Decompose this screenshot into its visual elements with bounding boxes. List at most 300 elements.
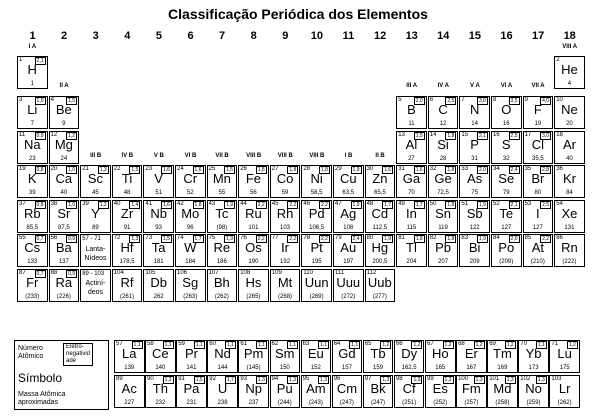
element-cell-re: [207, 234, 238, 267]
element-symbol: Ce: [152, 346, 169, 361]
electronegativity: 3,5: [510, 98, 518, 104]
atomic-number: 77: [271, 235, 279, 241]
atomic-number: 64: [333, 341, 341, 347]
atomic-mass: 195: [311, 259, 322, 265]
group-subtitle: VII A: [531, 83, 545, 89]
element-symbol: Al: [405, 136, 418, 152]
element-symbol: Pm: [243, 346, 264, 361]
atomic-mass: 192: [280, 259, 291, 265]
electronegativity: 1,9: [352, 201, 360, 208]
element-symbol: Zn: [372, 171, 388, 186]
electronegativity: 1,5: [162, 236, 170, 242]
atomic-number: 96: [333, 376, 341, 382]
element-cell-bk: [363, 375, 394, 408]
group-number: 9: [282, 30, 289, 42]
atomic-mass: 91: [123, 224, 131, 231]
element-symbol: Tm: [493, 346, 512, 361]
element-cell-uub: [365, 269, 396, 302]
element-symbol: Pt: [310, 240, 323, 255]
atomic-mass: 40: [60, 190, 68, 196]
atomic-mass: 207: [438, 259, 449, 265]
element-symbol: Uub: [367, 274, 392, 290]
atomic-mass: 115: [406, 224, 417, 231]
element-cell-al: [396, 131, 427, 164]
element-cell-kr: [554, 165, 585, 198]
atomic-mass: (272): [341, 293, 356, 300]
element-symbol: Cd: [371, 205, 389, 221]
element-symbol: Ac: [121, 381, 137, 396]
element-cell-i: [523, 200, 554, 233]
element-symbol: Cf: [402, 381, 416, 396]
atomic-mass: 103: [280, 224, 291, 231]
electronegativity: 1,2: [475, 342, 483, 348]
electronegativity: 2,1: [478, 132, 486, 139]
atomic-mass: 165: [435, 365, 446, 371]
electronegativity: 1,8: [194, 201, 202, 208]
element-symbol: Pr: [184, 346, 198, 361]
electronegativity: 2,4: [510, 167, 518, 173]
atomic-number: 73: [145, 235, 153, 241]
atomic-mass: 127: [501, 224, 512, 231]
atomic-mass: 65,5: [374, 190, 386, 196]
group-subtitle: I B: [344, 153, 353, 159]
electronegativity: 1,3: [320, 377, 328, 383]
group-subtitle: VIII B: [277, 153, 293, 159]
element-cell-pr: [176, 340, 207, 373]
element-cell-ho: [425, 340, 456, 373]
element-cell-mo: [175, 200, 206, 233]
atomic-mass: 58,5: [310, 190, 323, 196]
atomic-mass: 32: [502, 155, 510, 162]
element-cell-tm: [487, 340, 518, 373]
atomic-number: 59: [178, 341, 185, 347]
atomic-number: 78: [303, 235, 311, 241]
electronegativity: 1,6: [162, 167, 170, 173]
atomic-number: 6: [429, 97, 434, 103]
electronegativity: 1,2: [444, 342, 452, 348]
atomic-number: 16: [493, 131, 500, 138]
group-subtitle: IV B: [121, 153, 134, 159]
element-cell-n: [459, 96, 490, 129]
atomic-mass: 39: [28, 190, 36, 196]
atomic-number: 100: [458, 376, 469, 382]
atomic-mass: 175: [559, 365, 570, 371]
electronegativity: 1,3: [537, 377, 545, 383]
element-cell-p: [459, 131, 490, 164]
electronegativity: 1,6: [162, 201, 170, 208]
element-symbol: Ge: [434, 171, 452, 186]
element-cell-hg: [365, 234, 396, 267]
group-subtitle: VI B: [184, 153, 197, 159]
atomic-number: 110: [303, 269, 313, 276]
element-symbol: Db: [150, 274, 167, 290]
atomic-mass: 197: [343, 259, 354, 265]
group-number: 6: [187, 30, 194, 42]
group-subtitle: VII B: [215, 153, 229, 159]
atomic-number: 97: [364, 376, 372, 382]
electronegativity: 2,2: [289, 236, 297, 242]
element-symbol: Y: [91, 205, 100, 221]
electronegativity: 1,0: [36, 98, 44, 104]
element-cell-es: [425, 375, 456, 408]
element-symbol: Cl: [531, 136, 544, 152]
element-cell-sr: [49, 200, 80, 233]
element-symbol: O: [501, 102, 512, 117]
atomic-mass: (145): [246, 365, 261, 371]
atomic-number: 26: [240, 166, 247, 172]
atomic-mass: 137: [58, 259, 69, 265]
atomic-number: 32: [429, 166, 437, 172]
element-cell-dy: [394, 340, 425, 373]
element-symbol: C: [438, 102, 448, 117]
element-cell-li: [17, 96, 48, 129]
atomic-mass: (244): [277, 400, 292, 406]
group-number: 16: [500, 30, 513, 42]
electronegativity: 3,0: [478, 98, 486, 104]
electronegativity: 2,5: [542, 201, 550, 208]
element-cell-cl: [523, 131, 554, 164]
element-symbol: He: [561, 62, 578, 77]
element-cell-pb: [428, 234, 459, 267]
element-cell-ru: [238, 200, 269, 233]
element-symbol: Es: [432, 381, 448, 396]
element-cell-cs: [17, 234, 48, 267]
electronegativity: 1,2: [568, 342, 576, 348]
atomic-number: 103: [551, 376, 562, 382]
element-symbol: Li: [27, 102, 38, 117]
atomic-number: 46: [303, 200, 311, 207]
atomic-mass: 16: [502, 121, 510, 127]
atomic-mass: 12: [439, 121, 447, 127]
atomic-number: 89: [116, 376, 123, 382]
electronegativity: 1,5: [131, 167, 139, 173]
element-cell-na: [17, 131, 48, 164]
atomic-mass: (263): [183, 293, 198, 300]
atomic-mass: (247): [339, 400, 354, 406]
placeholder-label: Lanta- Nídeos: [84, 245, 107, 262]
element-cell-in: [396, 200, 427, 233]
atomic-number: 90: [147, 376, 154, 382]
atomic-number: 40: [113, 200, 121, 207]
atomic-mass: 11: [408, 121, 415, 127]
electronegativity: 1,0: [68, 201, 76, 208]
atomic-mass: (257): [464, 400, 479, 406]
atomic-number: 24: [177, 166, 184, 172]
element-cell-tl: [396, 234, 427, 267]
element-symbol: N: [469, 102, 480, 117]
group-subtitle: III A: [406, 83, 418, 89]
atomic-number: 13: [398, 131, 405, 138]
atomic-mass: 20: [566, 121, 573, 127]
atomic-number: 53: [524, 200, 532, 207]
atomic-number: 94: [271, 376, 279, 382]
element-symbol: W: [184, 240, 197, 255]
element-symbol: Am: [306, 381, 326, 396]
electronegativity: 2,1: [36, 58, 44, 64]
element-symbol: Lu: [557, 346, 572, 361]
group-number: 10: [310, 30, 324, 42]
element-cell-zr: [112, 200, 143, 233]
element-symbol: Cs: [24, 240, 41, 255]
element-symbol: Ra: [55, 274, 73, 290]
atomic-number: 95: [302, 376, 310, 382]
atomic-number: 87: [19, 269, 26, 276]
electronegativity: 1,9: [384, 236, 392, 242]
element-cell-si: [428, 131, 459, 164]
group-number: 4: [124, 30, 131, 42]
group-subtitle: VIII B: [309, 153, 325, 159]
element-symbol: In: [406, 205, 417, 221]
element-symbol: Np: [245, 381, 262, 396]
element-cell-zn: [365, 165, 396, 198]
electronegativity: 2,2: [289, 201, 297, 208]
electronegativity: 2,8: [542, 167, 550, 173]
atomic-mass: 169: [497, 365, 508, 371]
element-cell-cr: [175, 165, 206, 198]
atomic-mass: 31: [471, 155, 478, 162]
element-symbol: Ga: [402, 171, 421, 186]
element-symbol: Rh: [276, 205, 294, 221]
atomic-mass: 190: [248, 259, 259, 265]
atomic-mass: 4: [567, 81, 572, 87]
group-subtitle: VIII A: [562, 44, 578, 50]
element-symbol: Co: [276, 171, 294, 186]
element-symbol: Ni: [310, 171, 323, 186]
electronegativity: 2,5: [447, 98, 455, 104]
element-symbol: Mo: [181, 205, 200, 221]
atomic-number: 107: [208, 269, 219, 276]
atomic-mass: 52: [186, 190, 194, 196]
atomic-mass: 7: [30, 121, 34, 127]
element-symbol: Sg: [182, 274, 199, 290]
electronegativity: 2,0: [478, 167, 486, 173]
element-symbol: Au: [340, 240, 357, 255]
atomic-number: 112: [366, 269, 377, 276]
element-cell-ce: [145, 340, 176, 373]
atomic-mass: 80: [534, 190, 542, 196]
electronegativity: 1,2: [99, 201, 107, 208]
electronegativity: 1,5: [68, 98, 76, 104]
atomic-number: 93: [240, 376, 248, 382]
atomic-number: 48: [366, 200, 374, 207]
atomic-mass: 9: [62, 121, 66, 127]
atomic-mass: 181: [153, 259, 164, 265]
atomic-mass: 75: [471, 190, 478, 196]
group-subtitle: V B: [153, 153, 164, 159]
atomic-number: 3: [19, 97, 23, 103]
electronegativity: 1,3: [413, 377, 421, 383]
atomic-mass: 24: [60, 155, 68, 162]
atomic-number: 41: [145, 200, 153, 207]
atomic-mass: 227: [124, 400, 135, 406]
electronegativity: 1,1: [226, 342, 234, 348]
atomic-mass: (222): [562, 259, 577, 265]
atomic-mass: 59: [281, 190, 289, 196]
atomic-mass: (210): [530, 259, 545, 265]
atomic-number: 43: [208, 200, 216, 207]
electronegativity: 1,8: [320, 167, 328, 173]
element-cell-eu: [301, 340, 332, 373]
element-cell-rf: [112, 269, 143, 302]
element-symbol: Ar: [562, 136, 576, 152]
element-symbol: Bh: [213, 274, 230, 290]
element-symbol: Sn: [435, 205, 451, 221]
group-number: 1: [29, 30, 36, 42]
element-cell-sm: [270, 340, 301, 373]
element-cell-ar: [554, 131, 585, 164]
atomic-mass: (277): [372, 293, 387, 300]
electronegativity: 1,7: [384, 201, 392, 208]
element-cell-o: [491, 96, 522, 129]
element-symbol: Fr: [26, 274, 39, 290]
atomic-mass: 157: [341, 365, 352, 371]
element-cell-lr: [549, 375, 580, 408]
atomic-mass: (233): [25, 293, 40, 300]
group-number: 8: [250, 30, 257, 42]
element-symbol: Tc: [215, 205, 229, 221]
atomic-mass: 178,5: [119, 259, 135, 265]
atomic-number: 2: [556, 57, 560, 63]
atomic-mass: 19: [534, 121, 542, 127]
element-symbol: Pu: [276, 381, 293, 396]
element-symbol: Pa: [183, 381, 200, 396]
atomic-number: 68: [458, 341, 465, 347]
atomic-mass: 231: [186, 400, 197, 406]
electronegativity: 1,1: [164, 342, 172, 348]
atomic-number: 19: [19, 166, 26, 172]
element-cell-pt: [301, 234, 332, 267]
element-cell-ga: [396, 165, 427, 198]
element-symbol: Cu: [339, 171, 357, 186]
element-symbol: Dy: [401, 346, 418, 361]
electronegativity: 1,9: [226, 236, 234, 242]
electronegativity: 1,1: [257, 342, 265, 348]
electronegativity: 1,8: [447, 132, 455, 139]
element-cell-db: [143, 269, 174, 302]
atomic-number: 23: [145, 166, 153, 172]
electronegativity: 2,0: [510, 236, 518, 242]
element-cell-pu: [270, 375, 301, 408]
atomic-mass: 96: [186, 224, 194, 231]
atomic-mass: 112,5: [372, 224, 388, 231]
element-symbol: Uun: [304, 274, 329, 290]
atomic-number: 80: [366, 235, 374, 241]
atomic-mass: 63,5: [342, 190, 355, 196]
atomic-number: 71: [551, 341, 559, 347]
electronegativity: 1,6: [194, 167, 202, 173]
atomic-number: 33: [461, 166, 469, 172]
element-symbol: Ne: [561, 102, 578, 117]
element-cell-sb: [459, 200, 490, 233]
element-symbol: Re: [213, 240, 231, 255]
series-placeholder: [80, 234, 111, 267]
atomic-number: 74: [177, 235, 184, 241]
electronegativity: 2,1: [510, 201, 518, 208]
atomic-mass: 35,5: [532, 155, 544, 162]
atomic-mass: 84: [566, 190, 573, 196]
electronegativity: 1,5: [226, 167, 234, 173]
atomic-number: 38: [50, 200, 58, 207]
atomic-number: 51: [461, 200, 469, 207]
atomic-mass: 56: [250, 190, 257, 196]
group-subtitle: II A: [59, 83, 69, 89]
element-cell-co: [270, 165, 301, 198]
element-cell-se: [491, 165, 522, 198]
atomic-number: 55: [19, 235, 26, 241]
group-subtitle: IV A: [437, 83, 450, 89]
element-cell-os: [238, 234, 269, 267]
atomic-number: 50: [429, 200, 437, 207]
atomic-number: 22: [113, 166, 121, 172]
atomic-mass: 237: [248, 400, 259, 406]
atomic-number: 30: [366, 166, 374, 172]
element-symbol: As: [467, 171, 483, 186]
atomic-number: 47: [335, 200, 342, 207]
element-cell-pm: [238, 340, 269, 373]
atomic-mass: 51: [155, 190, 162, 196]
element-cell-po: [491, 234, 522, 267]
atomic-number: 15: [461, 131, 469, 138]
atomic-number: 85: [524, 235, 532, 241]
element-symbol: La: [122, 346, 137, 361]
electronegativity: 1,0: [68, 167, 76, 173]
element-symbol: Th: [152, 381, 168, 396]
electronegativity: 1,3: [506, 377, 514, 383]
element-cell-sn: [428, 200, 459, 233]
element-cell-pa: [176, 375, 207, 408]
atomic-number: 12: [50, 131, 58, 138]
electronegativity: 2,2: [320, 201, 328, 208]
element-symbol: H: [27, 62, 37, 77]
electronegativity: 1,7: [415, 201, 423, 208]
atomic-number: 35: [524, 166, 532, 172]
atomic-mass: 131: [564, 224, 575, 231]
atomic-mass: (226): [56, 293, 71, 300]
placeholder-range: 89 - 103: [82, 270, 105, 277]
atomic-number: 21: [82, 166, 89, 172]
element-symbol: Fm: [461, 381, 481, 396]
element-cell-c: [428, 96, 459, 129]
element-symbol: S: [501, 136, 511, 152]
page-title: Classificação Periódica dos Elementos: [168, 6, 428, 22]
element-cell-md: [487, 375, 518, 408]
electronegativity: 1,3: [382, 377, 390, 383]
electronegativity: 0,9: [68, 236, 76, 242]
element-cell-tb: [363, 340, 394, 373]
group-subtitle: III B: [90, 153, 102, 159]
atomic-number: 49: [398, 200, 405, 207]
element-symbol: I: [536, 205, 540, 221]
atomic-number: 45: [271, 200, 279, 207]
atomic-mass: 101: [248, 224, 259, 231]
electronegativity: 1,9: [352, 167, 360, 173]
electronegativity: 2,2: [320, 236, 328, 242]
atomic-number: 99: [427, 376, 434, 382]
element-cell-tc: [207, 200, 238, 233]
element-symbol: Cm: [336, 381, 358, 396]
atomic-mass: 45: [92, 190, 99, 196]
electronegativity: 1,5: [415, 132, 423, 139]
element-symbol: Si: [437, 136, 449, 152]
element-cell-xe: [554, 200, 585, 233]
group-number: 5: [155, 30, 162, 42]
element-cell-at: [523, 234, 554, 267]
atomic-mass: 141: [186, 365, 197, 371]
element-symbol: Hg: [371, 240, 389, 255]
element-cell-nd: [207, 340, 238, 373]
atomic-mass: 209: [469, 259, 480, 265]
element-symbol: V: [154, 171, 163, 186]
